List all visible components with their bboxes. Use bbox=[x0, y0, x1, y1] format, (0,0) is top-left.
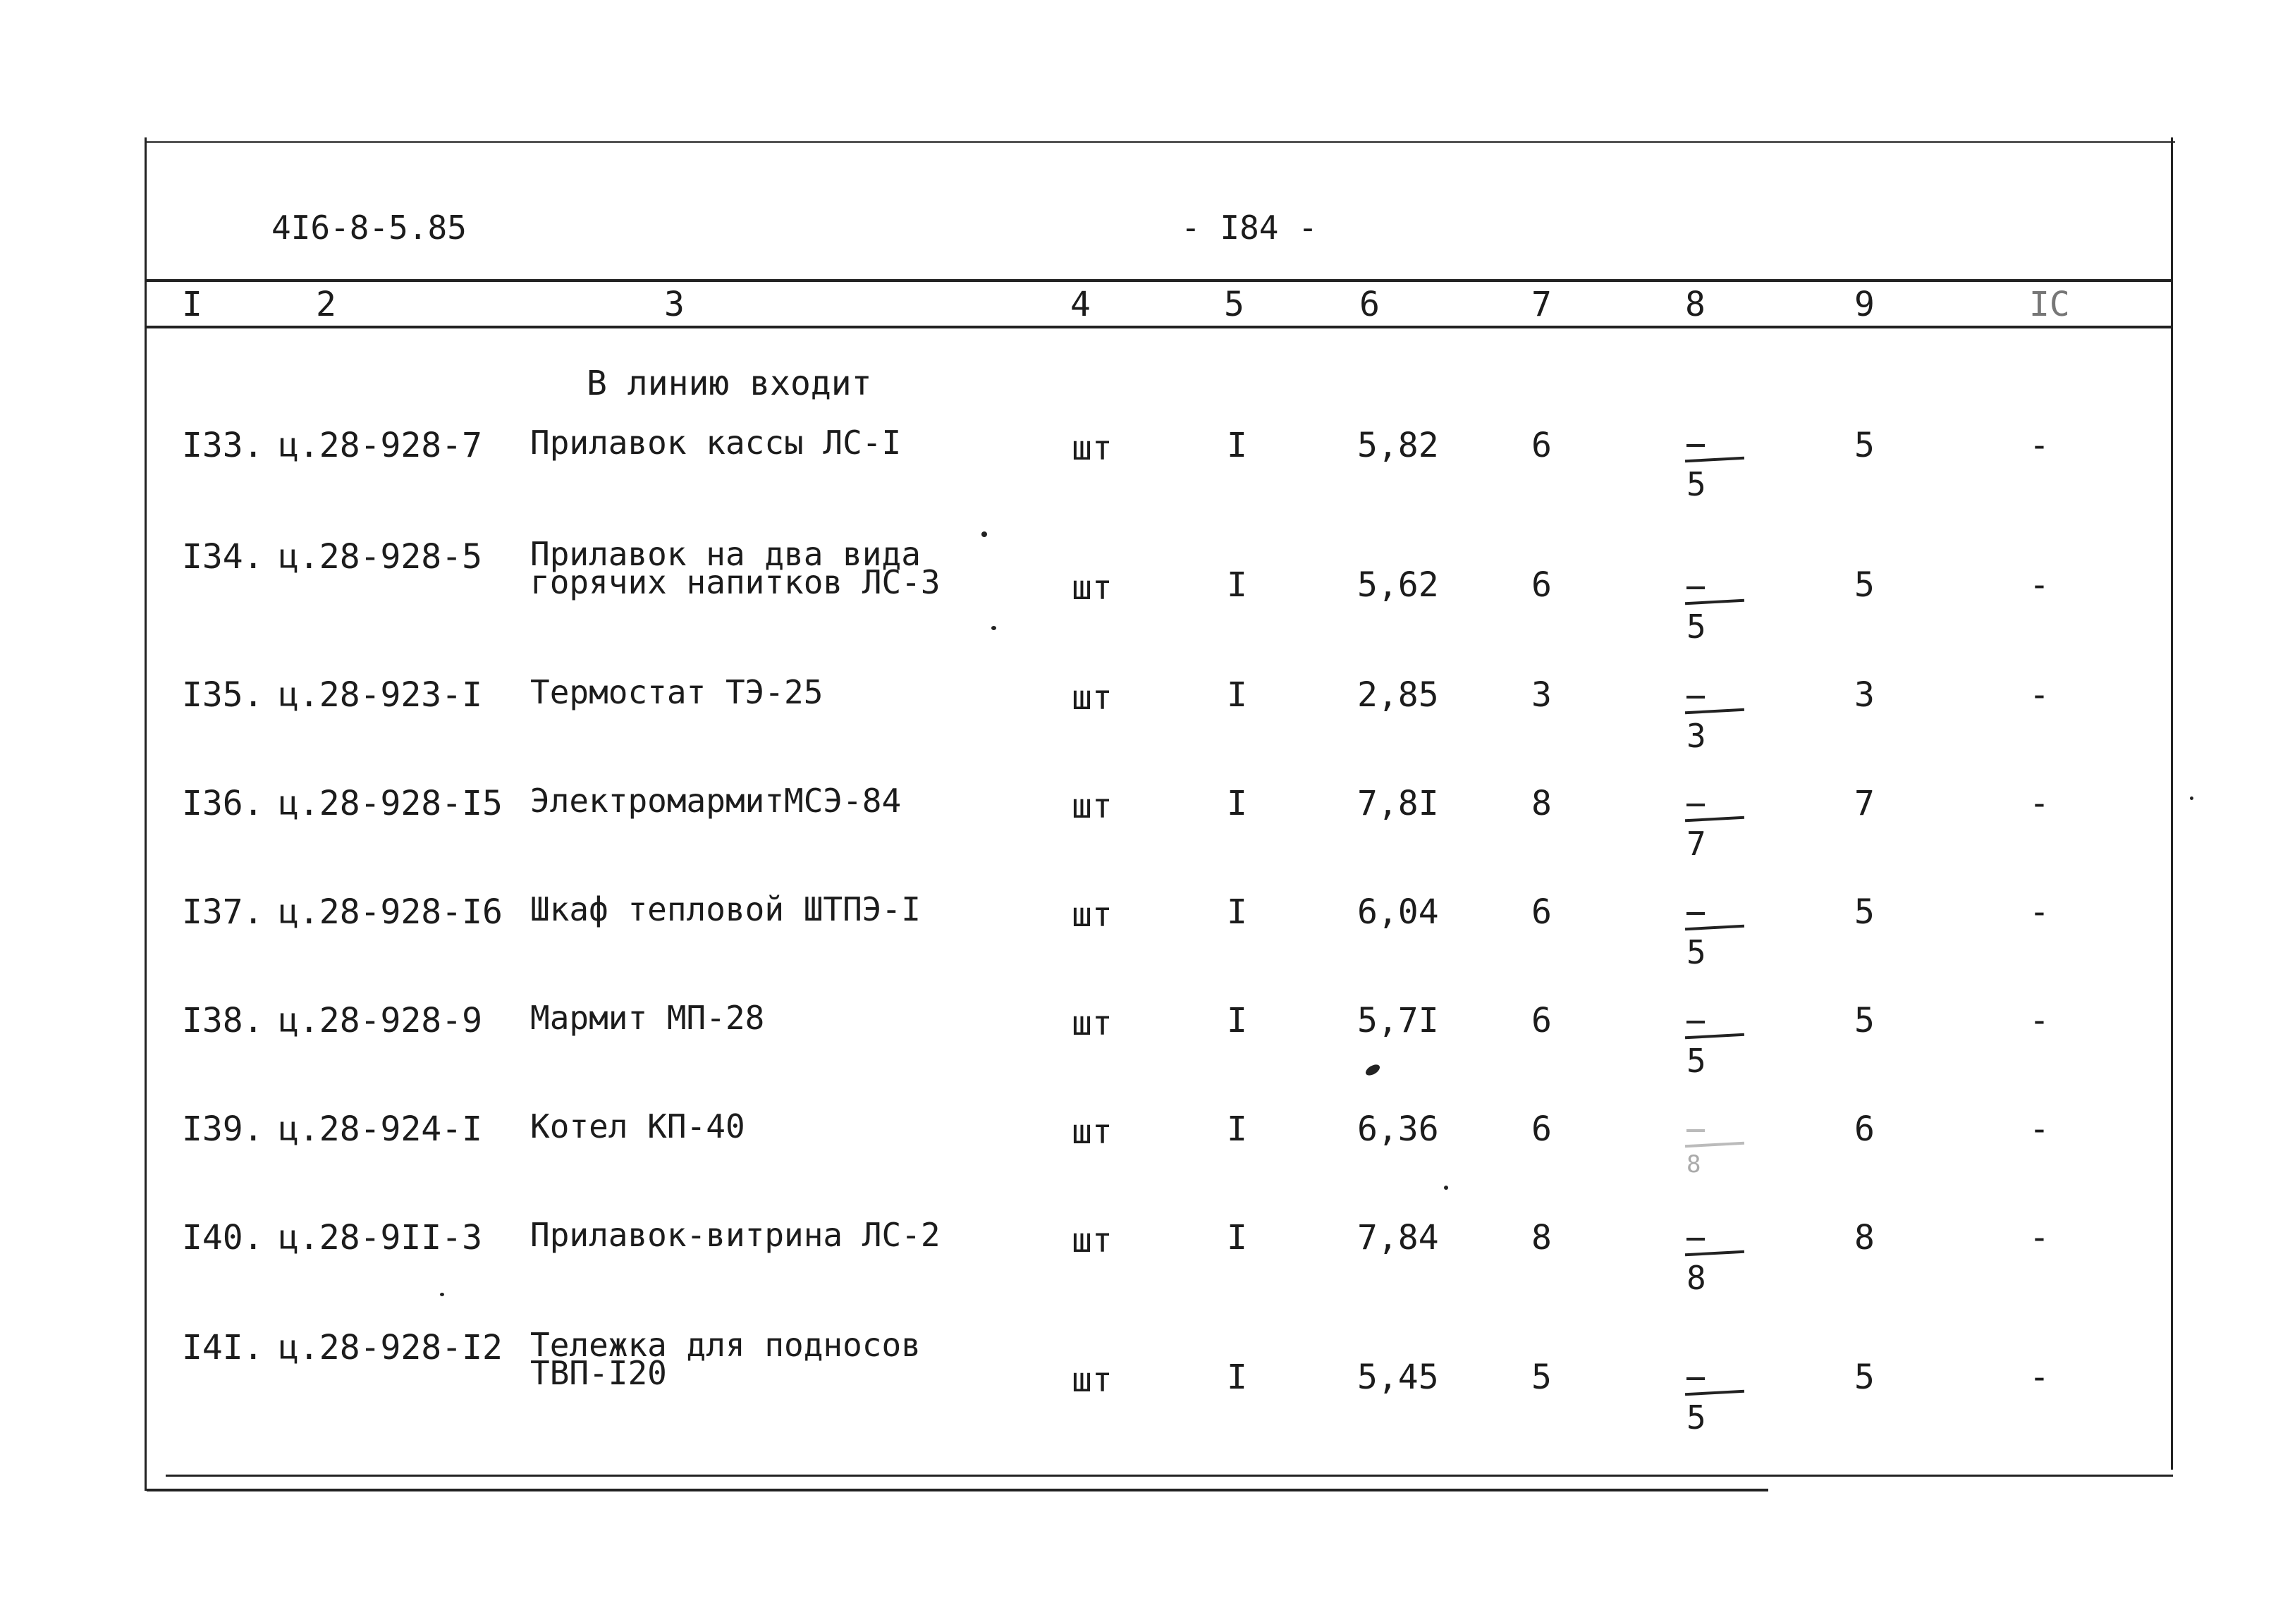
quantity: I bbox=[1227, 892, 1247, 932]
value-col-7: 6 bbox=[1531, 426, 1552, 465]
fraction-col-8: 8 bbox=[1685, 1215, 1749, 1293]
quantity: I bbox=[1227, 1358, 1247, 1397]
column-number-10: IC bbox=[2029, 285, 2070, 324]
value-col-6: 2,85 bbox=[1357, 675, 1439, 715]
column-number-1: I bbox=[182, 285, 202, 324]
scan-speck bbox=[1364, 1062, 1381, 1077]
value-col-6: 7,84 bbox=[1357, 1218, 1439, 1257]
value-col-10: - bbox=[2029, 1109, 2050, 1149]
frame-bottom-line-inner bbox=[166, 1475, 2173, 1477]
value-col-6: 6,36 bbox=[1357, 1109, 1439, 1149]
value-col-10: - bbox=[2029, 675, 2050, 715]
row-number: I40. bbox=[182, 1218, 264, 1257]
value-col-9: 3 bbox=[1854, 675, 1875, 715]
quantity: I bbox=[1227, 426, 1247, 465]
unit: шт bbox=[1072, 1004, 1113, 1043]
unit: шт bbox=[1072, 1360, 1113, 1400]
value-col-7: 6 bbox=[1531, 1001, 1552, 1040]
fraction-col-8: 5 bbox=[1685, 890, 1749, 967]
value-col-6: 7,8I bbox=[1357, 784, 1439, 823]
item-name: Тележка для подносов ТВП-I20 bbox=[530, 1326, 921, 1392]
unit: шт bbox=[1072, 568, 1113, 608]
row-number: I37. bbox=[182, 892, 264, 932]
quantity: I bbox=[1227, 1001, 1247, 1040]
item-name: Термостат ТЭ-25 bbox=[530, 673, 823, 711]
value-col-10: - bbox=[2029, 784, 2050, 823]
fraction-col-8: 5 bbox=[1685, 564, 1749, 641]
value-col-9: 8 bbox=[1854, 1218, 1875, 1257]
column-number-5: 5 bbox=[1224, 285, 1244, 324]
fraction-col-8: 5 bbox=[1685, 1355, 1749, 1432]
scan-speck bbox=[991, 626, 996, 630]
unit: шт bbox=[1072, 787, 1113, 826]
item-name: Прилавок кассы ЛС-I bbox=[530, 424, 902, 462]
item-name: ЭлектромармитМСЭ-84 bbox=[530, 782, 902, 820]
scan-speck bbox=[440, 1293, 444, 1296]
value-col-10: - bbox=[2029, 1218, 2050, 1257]
value-col-6: 6,04 bbox=[1357, 892, 1439, 932]
item-name: Прилавок на два вида горячих напитков ЛС-3 bbox=[530, 535, 941, 601]
value-col-9: 5 bbox=[1854, 565, 1875, 605]
column-number-4: 4 bbox=[1070, 285, 1091, 324]
fraction-col-8: 8 bbox=[1685, 1107, 1749, 1184]
column-number-6: 6 bbox=[1359, 285, 1380, 324]
scan-speck bbox=[1444, 1186, 1448, 1190]
value-col-10: - bbox=[2029, 1001, 2050, 1040]
frame-top-line bbox=[145, 141, 2175, 143]
scan-speck bbox=[981, 531, 987, 537]
value-col-9: 5 bbox=[1854, 892, 1875, 932]
unit: шт bbox=[1072, 429, 1113, 468]
header-rule-upper bbox=[145, 279, 2171, 282]
value-col-9: 7 bbox=[1854, 784, 1875, 823]
item-code: ц.28-9II-3 bbox=[278, 1218, 482, 1257]
value-col-7: 5 bbox=[1531, 1358, 1552, 1397]
frame-right-line bbox=[2171, 137, 2173, 1470]
item-code: ц.28-928-5 bbox=[278, 537, 482, 577]
value-col-7: 8 bbox=[1531, 784, 1552, 823]
scan-speck bbox=[2190, 796, 2193, 800]
header-rule-lower bbox=[145, 326, 2171, 328]
item-code: ц.28-928-I5 bbox=[278, 784, 503, 823]
value-col-10: - bbox=[2029, 892, 2050, 932]
item-name: Прилавок-витрина ЛС-2 bbox=[530, 1216, 941, 1254]
item-code: ц.28-928-9 bbox=[278, 1001, 482, 1040]
row-number: I34. bbox=[182, 537, 264, 577]
document-code: 4I6-8-5.85 bbox=[271, 209, 467, 247]
item-code: ц.28-928-7 bbox=[278, 426, 482, 465]
value-col-10: - bbox=[2029, 565, 2050, 605]
unit: шт bbox=[1072, 895, 1113, 935]
unit: шт bbox=[1072, 678, 1113, 718]
item-name: Котел КП-40 bbox=[530, 1107, 745, 1145]
value-col-6: 5,82 bbox=[1357, 426, 1439, 465]
item-name: Мармит МП-28 bbox=[530, 999, 765, 1037]
value-col-7: 8 bbox=[1531, 1218, 1552, 1257]
fraction-col-8: 5 bbox=[1685, 422, 1749, 499]
unit: шт bbox=[1072, 1221, 1113, 1260]
row-number: I38. bbox=[182, 1001, 264, 1040]
value-col-6: 5,45 bbox=[1357, 1358, 1439, 1397]
value-col-9: 5 bbox=[1854, 1001, 1875, 1040]
quantity: I bbox=[1227, 1109, 1247, 1149]
column-number-9: 9 bbox=[1854, 285, 1875, 324]
value-col-6: 5,62 bbox=[1357, 565, 1439, 605]
item-code: ц.28-928-I6 bbox=[278, 892, 503, 932]
item-name: Шкаф тепловой ШТПЭ-I bbox=[530, 890, 921, 928]
value-col-9: 5 bbox=[1854, 426, 1875, 465]
quantity: I bbox=[1227, 675, 1247, 715]
column-number-8: 8 bbox=[1685, 285, 1706, 324]
frame-left-line bbox=[145, 137, 147, 1491]
item-code: ц.28-928-I2 bbox=[278, 1328, 503, 1367]
value-col-10: - bbox=[2029, 426, 2050, 465]
row-number: I36. bbox=[182, 784, 264, 823]
item-code: ц.28-924-I bbox=[278, 1109, 482, 1149]
fraction-col-8: 5 bbox=[1685, 998, 1749, 1076]
frame-bottom-line bbox=[147, 1489, 1768, 1491]
row-number: I33. bbox=[182, 426, 264, 465]
fraction-col-8: 3 bbox=[1685, 673, 1749, 751]
column-number-3: 3 bbox=[664, 285, 685, 324]
value-col-9: 5 bbox=[1854, 1358, 1875, 1397]
item-code: ц.28-923-I bbox=[278, 675, 482, 715]
row-number: I39. bbox=[182, 1109, 264, 1149]
section-title: В линию входит bbox=[587, 364, 872, 403]
value-col-6: 5,7I bbox=[1357, 1001, 1439, 1040]
value-col-7: 3 bbox=[1531, 675, 1552, 715]
value-col-7: 6 bbox=[1531, 565, 1552, 605]
column-number-2: 2 bbox=[316, 285, 336, 324]
value-col-7: 6 bbox=[1531, 892, 1552, 932]
value-col-7: 6 bbox=[1531, 1109, 1552, 1149]
column-number-7: 7 bbox=[1531, 285, 1552, 324]
quantity: I bbox=[1227, 1218, 1247, 1257]
value-col-9: 6 bbox=[1854, 1109, 1875, 1149]
row-number: I35. bbox=[182, 675, 264, 715]
unit: шт bbox=[1072, 1112, 1113, 1152]
fraction-col-8: 7 bbox=[1685, 781, 1749, 859]
quantity: I bbox=[1227, 784, 1247, 823]
row-number: I4I. bbox=[182, 1328, 264, 1367]
page-number: - I84 - bbox=[1181, 209, 1318, 247]
quantity: I bbox=[1227, 565, 1247, 605]
value-col-10: - bbox=[2029, 1358, 2050, 1397]
